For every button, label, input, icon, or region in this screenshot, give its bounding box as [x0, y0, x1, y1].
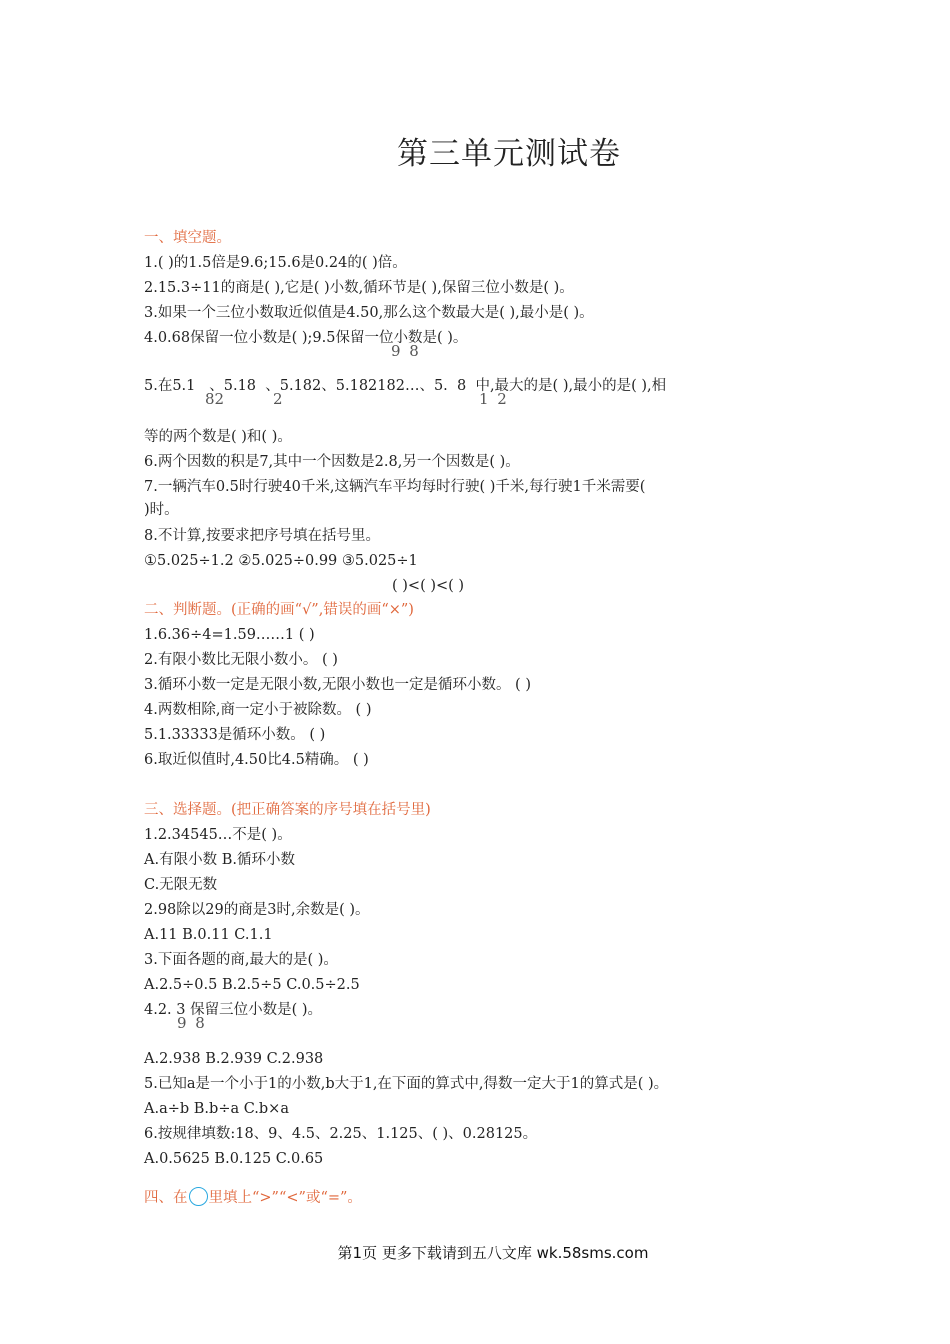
s1-q4-part-c: 保留一位小数是( )。	[335, 330, 468, 346]
section-2-heading: 二、判断题。(正确的画“√”,错误的画“×”)	[144, 602, 414, 618]
s1-q4-part-b: 5	[326, 330, 336, 346]
s1-q7-continued: )时。	[144, 502, 179, 518]
s1-q4-part-a: 4.0.68保留一位小数是( );9.	[144, 330, 327, 346]
s1-q5-part-a: 5.在5.1	[144, 378, 196, 394]
s3-q2-options: A.11 B.0.11 C.1.1	[144, 927, 273, 943]
s3-q3-options: A.2.5÷0.5 B.2.5÷5 C.0.5÷2.5	[144, 977, 360, 993]
s3-q5: 5.已知a是一个小于1的小数,b大于1,在下面的算式中,得数一定大于1的算式是( )。	[144, 1076, 669, 1092]
s1-q5-repeat-3: 1 2	[479, 390, 509, 408]
section-4-heading	[144, 1187, 362, 1208]
s1-q6: 6.两个因数的积是7,其中一个因数是2.8,另一个因数是( )。	[144, 454, 520, 470]
s2-q1: 1.6.36÷4=1.59……1 ( )	[144, 627, 315, 643]
s3-q4	[144, 1000, 322, 1020]
page-footer: 第1页 更多下载请到五八文库 wk.58sms.com	[337, 1244, 649, 1262]
s2-q6: 6.取近似值时,4.50比4.5精确。 ( )	[144, 752, 369, 768]
s2-q5: 5.1.33333是循环小数。 ( )	[144, 727, 326, 743]
s3-q6: 6.按规律填数:18、9、4.5、2.25、1.125、( )、0.28125。	[144, 1126, 538, 1142]
s1-q5-continued: 等的两个数是( )和( )。	[144, 429, 292, 445]
s2-q3: 3.循环小数一定是无限小数,无限小数也一定是循环小数。 ( )	[144, 677, 531, 693]
section-1-heading: 一、填空题。	[144, 230, 231, 246]
s2-q4: 4.两数相除,商一定小于被除数。 ( )	[144, 702, 372, 718]
s3-q1-options-ab: A.有限小数 B.循环小数	[144, 852, 295, 868]
s3-q4-options: A.2.938 B.2.939 C.2.938	[144, 1051, 324, 1067]
section-3-heading: 三、选择题。(把正确答案的序号填在括号里)	[144, 802, 431, 818]
s1-q3: 3.如果一个三位小数取近似值是4.50,那么这个数最大是( ),最小是( )。	[144, 305, 594, 321]
s1-q8-options: ①5.025÷1.2 ②5.025÷0.99 ③5.025÷1	[144, 553, 418, 569]
s1-q8: 8.不计算,按要求把序号填在括号里。	[144, 528, 380, 544]
s1-q8-blanks: ( )<( )<( )	[392, 578, 465, 594]
s3-q4-repeating-digits: 9 8	[177, 1014, 207, 1032]
s3-q1: 1.2.34545…不是( )。	[144, 827, 292, 843]
s3-q2: 2.98除以29的商是3时,余数是( )。	[144, 902, 370, 918]
s1-q4-repeating-digits: 9 8	[391, 342, 421, 360]
s1-q1: 1.( )的1.5倍是9.6;15.6是0.24的( )倍。	[144, 255, 407, 271]
s2-q2: 2.有限小数比无限小数小。 ( )	[144, 652, 338, 668]
s3-q4-part-a: 4.2.	[144, 1002, 172, 1018]
s1-q5-repeat-2: 2	[273, 390, 283, 408]
s1-q5-part-d: 8	[457, 378, 467, 394]
page-title: 第三单元测试卷	[397, 136, 621, 172]
section-4-heading-a: 四、在	[144, 1190, 188, 1206]
s3-q4-part-c: 保留三位小数是( )。	[190, 1002, 323, 1018]
s1-q5-part-b: 、5.18	[209, 378, 257, 394]
s3-q6-options: A.0.5625 B.0.125 C.0.65	[144, 1151, 324, 1167]
s1-q5-part-c: 、5.182、5.182182…、5.	[265, 378, 448, 394]
s1-q5-part-e: 中,最大的是( ),最小的是( ),相	[475, 378, 667, 394]
circle-icon	[189, 1187, 208, 1206]
s1-q7: 7.一辆汽车0.5时行驶40千米,这辆汽车平均每时行驶( )千米,每行驶1千米需要(	[144, 479, 646, 495]
s3-q1-option-c: C.无限无数	[144, 877, 218, 893]
section-4-heading-b: 里填上“>”“<”或“=”。	[208, 1190, 362, 1206]
s3-q4-part-b: 3	[176, 1002, 186, 1018]
s3-q5-options: A.a÷b B.b÷a C.b×a	[144, 1101, 289, 1117]
s1-q5-repeat-1: 82	[205, 390, 225, 408]
s1-q2: 2.15.3÷11的商是( ),它是( )小数,循环节是( ),保留三位小数是( )。	[144, 280, 574, 296]
s3-q3: 3.下面各题的商,最大的是( )。	[144, 952, 338, 968]
